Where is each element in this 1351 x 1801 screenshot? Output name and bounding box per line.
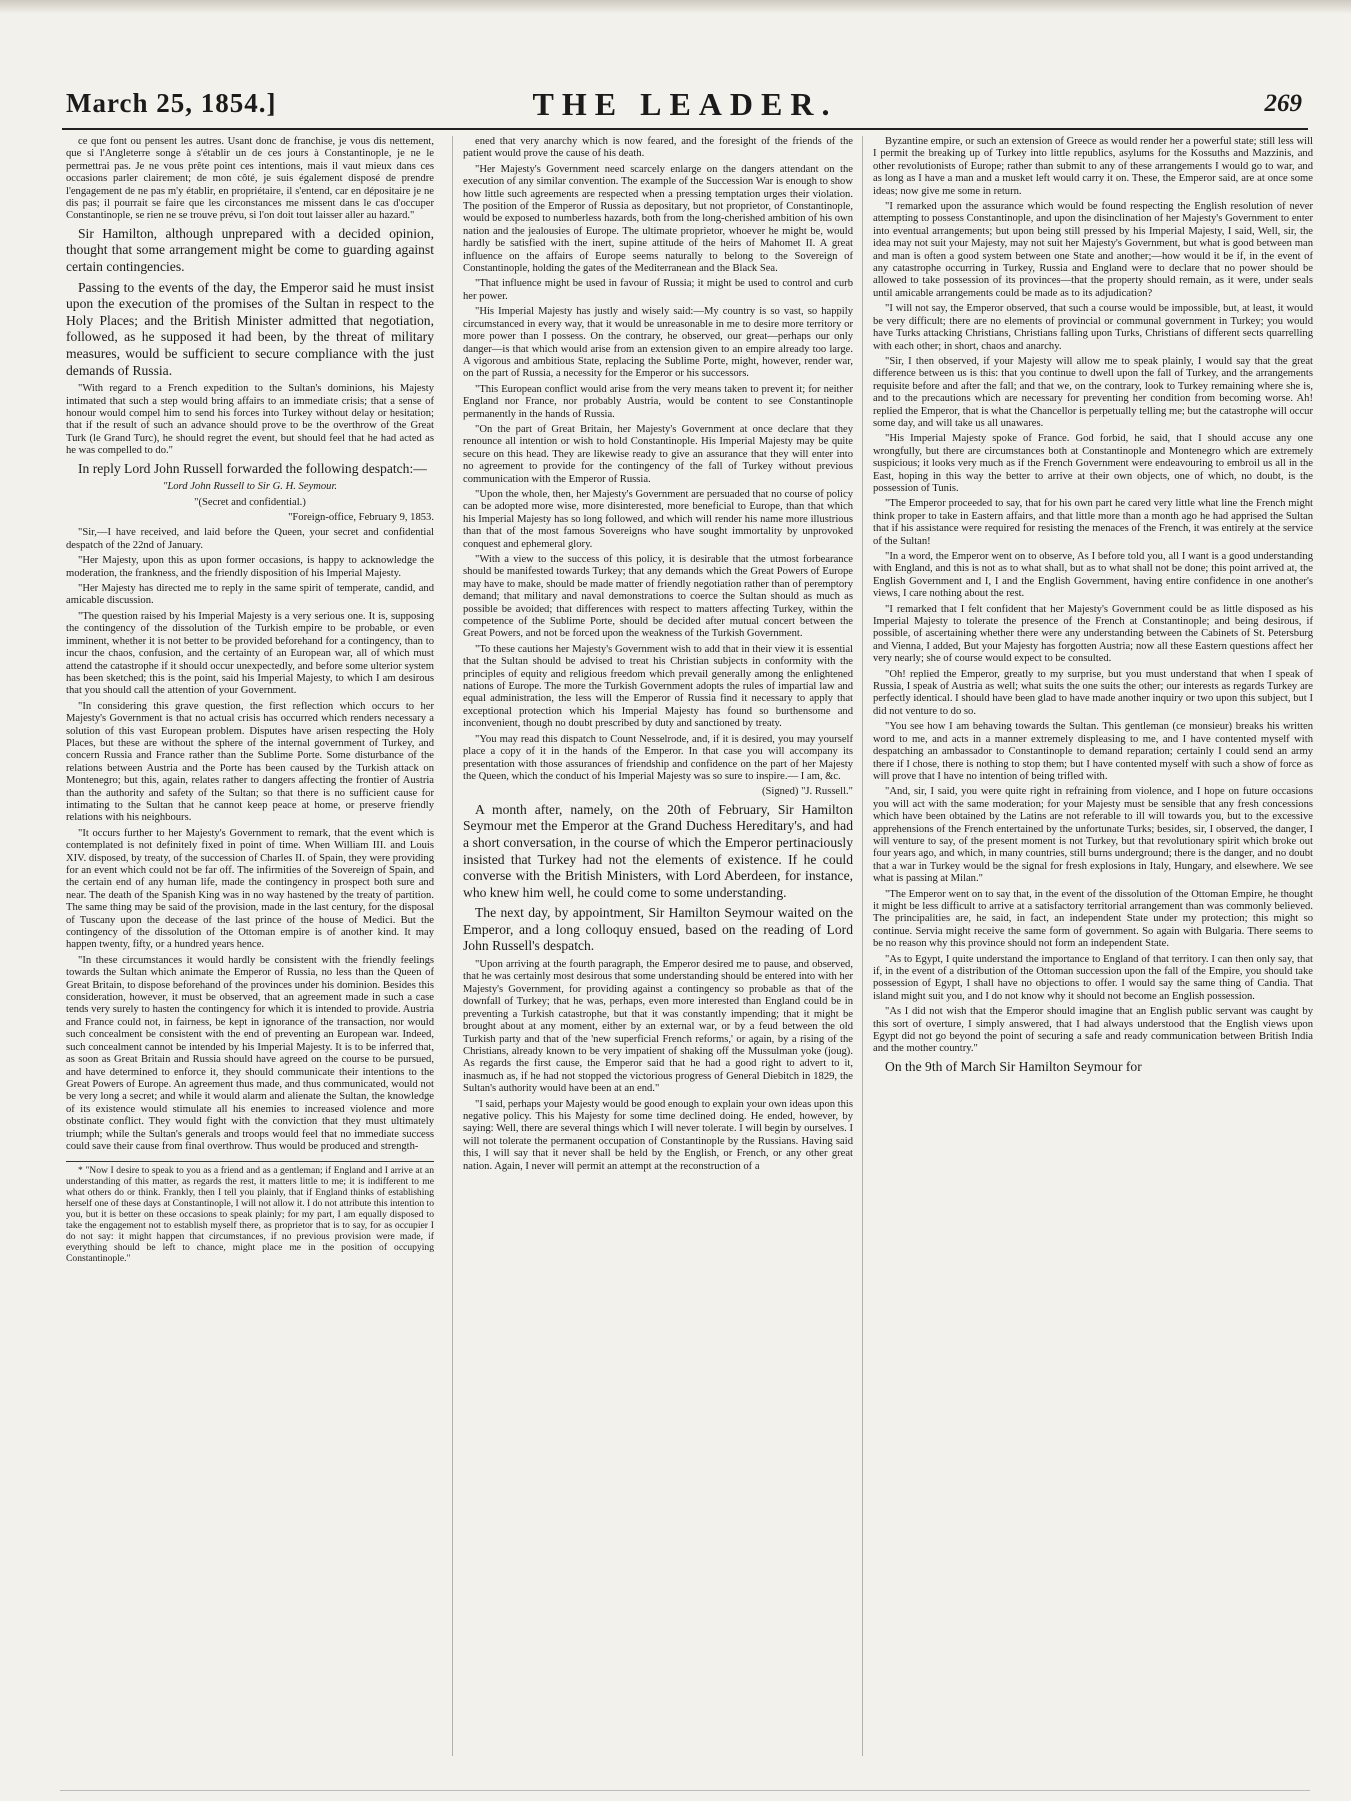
despatch-dateline: "Foreign-office, February 9, 1853.: [288, 512, 434, 524]
paragraph: "To these cautions her Majesty's Government wish to add that in their view it is essential that the Sultan should be advised to treat his Christian subjects in conformity with the principles of equity and religious freedom which prevail generally among the enlightened nations of Europe. The more the Turkish Government adopts the rules of impartial law and equal administration, the less will the Emperor of Russia find it necessary to apply that exceptional protection which his Imperial Majesty has found so burthensome and inconvenient, though no doubt prescribed by duty and sanctioned by treaty.: [463, 643, 853, 730]
paragraph: "His Imperial Majesty spoke of France. God forbid, he said, that I should accuse any one wrongfully, but there are circumstances both at Constantinople and Montenegro which are extremely suspicious; it looks very much as if the French Government were endeavouring to embroil us all in the East, hoping in this way the better to arrive at their own objects, one of which, no doubt, is the possession of Tunis.: [873, 433, 1313, 494]
paragraph: Sir Hamilton, although unprepared with a decided opinion, thought that some arrangement might be come to guarding against certain contingencies.: [66, 225, 434, 275]
paragraph: "The question raised by his Imperial Majesty is a very serious one. It is, supposing the contingency of the dissolution of the Turkish empire to be probable, or even imminent, whether it is not better to be provided beforehand for a contingency, than to incur the chaos, confusion, and the certainty of an European war, all of which must attend the catastrophe if it should occur unexpectedly, and before some ulterior system has been sketched; this is the point, said his Imperial Majesty, to which I am desirous that you should call the attention of your Government.: [66, 610, 434, 697]
paragraph: "As to Egypt, I quite understand the importance to England of that territory. I can then only say, that if, in the event of a distribution of the Ottoman succession upon the fall of the Empire, you should take possession of Egypt, I shall have no objections to offer. I would say the same thing of Candia. That island might suit you, and I do not know why it should not become an English possession.: [873, 953, 1313, 1002]
paragraph: "In considering this grave question, the first reflection which occurs to her Majesty's Government is that no actual crisis has occurred which renders necessary a solution of this vast European problem. Disputes have arisen respecting the Holy Places, but these are without the sphere of the internal government of Turkey, and concern Russia and France rather than the Sublime Porte. Some disturbance of the relations between Austria and the Porte has been caused by the Turkish attack on Montenegro; but this, again, relates rather to dangers affecting the frontier of Austria than the authority and safety of the Sultan; so that there is no sufficient cause for intimating to the Sultan that he cannot keep peace at home, or preserve friendly relations with his neighbours.: [66, 700, 434, 824]
paragraph: "Sir,—I have received, and laid before the Queen, your secret and confidential despatch of the 22nd of January.: [66, 527, 434, 551]
paragraph: In reply Lord John Russell forwarded the following despatch:—: [78, 460, 427, 476]
paragraph: "Her Majesty, upon this as upon former occasions, is happy to acknowledge the moderation, the frankness, and the friendly disposition of his Imperial Majesty.: [66, 555, 434, 579]
paragraph: "The Emperor went on to say that, in the event of the dissolution of the Ottoman Empire, he thought it might be less difficult to arrive at a satisfactory territorial arrangement than was commonly believed. The principalities are, he said, in fact, an independent State under my protection; this might so continue. Servia might receive the same form of government. So again with Bulgaria. There seems to be no reason why this province should not form an independent State.: [873, 888, 1313, 950]
despatch-heading: "Lord John Russell to Sir G. H. Seymour.: [162, 481, 338, 493]
paragraph: "You may read this dispatch to Count Nesselrode, and, if it is desired, you may yourself place a copy of it in the hands of the Emperor. In that case you will accompany its presentation with those assurances of friendship and confidence on the part of her Majesty the Queen, which the conduct of his Imperial Majesty was so sure to inspire.— I am, &c.: [463, 733, 853, 782]
paragraph: "And, sir, I said, you were quite right in refraining from violence, and I hope on future occasions you will act with the same moderation; for your Majesty must be sensible that any fresh concessions which have been obtained by the Latins are not referable to ill will towards you, but to the excessive apprehensions of the French entertained by the unfortunate Turks; besides, sir, I observed, the danger, I will venture to say, of the present moment is not Turkey, but that revolutionary spirit which broke out four years ago, and which, in many countries, still burns underground; there is the danger, and no doubt that a war in Turkey would be the signal for fresh explosions in Italy, Hungary, and elsewhere. We see what is passing at Milan.": [873, 786, 1313, 885]
paragraph: The next day, by appointment, Sir Hamilton Seymour waited on the Emperor, and a long colloquy ensued, based on the reading of Lord John Russell's despatch.: [463, 905, 853, 954]
paragraph: "Upon the whole, then, her Majesty's Government are persuaded that no course of policy can be adopted more wise, more disinterested, more beneficial to Europe, than that which his Imperial Majesty has so long followed, and which will render his name more illustrious than that of the most famous Sovereigns who have sought immortality by unprovoked conquest and ephemeral glory.: [463, 488, 853, 550]
masthead: [62, 82, 1308, 130]
paragraph: "With regard to a French expedition to the Sultan's dominions, his Majesty intimated that such a step would bring affairs to an immediate crisis; that a sense of honour would compel him to send his forces into Turkey without delay or hesitation; that if the result of such an advance should prove to be the overthrow of the Great Turk (le Grand Turc), he should regret the event, but should feel that he had acted as he was compelled to do.": [66, 383, 434, 457]
paragraph: "Oh! replied the Emperor, greatly to my surprise, but you must understand that when I speak of Russia, I speak of Austria as well; what suits the one suits the other; our interests as regards Turkey are perfectly identical. I should have been glad to have made another inquiry or two upon this subject, but I did not venture to do so.: [873, 668, 1313, 717]
paragraph: A month after, namely, on the 20th of February, Sir Hamilton Seymour met the Emperor at the Grand Duchess Hereditary's, and had a short conversation, in the course of which the Emperor pertinaciously insisted that Turkey had not the elements of existence. If he could converse with the British Ministers, with Lord Aberdeen, for instance, who knew him well, he could come to some understanding.: [463, 801, 853, 900]
column-2: [452, 136, 853, 1756]
paragraph: "With a view to the success of this policy, it is desirable that the utmost forbearance should be manifested towards Turkey; that any demands which the Great Powers of Europe may have to make, should be made matter of friendly negotiation rather than of peremptory demand; that military and naval demonstrations to coerce the Sultan should as much as possible be avoided; that differences with respect to matters affecting Turkey, within the competence of the Sublime Porte, should be decided after mutual concert between the Great Powers, and not be forced upon the weakness of the Turkish Government.: [463, 554, 853, 640]
despatch-subheading: "(Secret and confidential.): [194, 496, 306, 508]
scan-edge: [0, 0, 1351, 14]
paragraph: "His Imperial Majesty has justly and wisely said:—My country is so vast, so happily circumstanced in every way, that it would be unreasonable in me to desire more territory or more power than I possess. On the contrary, he observed, our great—perhaps our only danger—is that which would arise from an extension given to an empire already too large. A vigorous and ambitious State, replacing the Sublime Porte, might, however, render war, on the part of Russia, a necessity for the Emperor or his successors.: [463, 306, 853, 380]
paragraph: Byzantine empire, or such an extension of Greece as would render her a powerful state; still less will I permit the breaking up of Turkey into little republics, asylums for the Kossuths and Mazzinis, and other revolutionists of Europe; rather than submit to any of these arrangements I would go to war, and as long as I have a man and a musket left would carry it on. These, the Emperor said, are at once some ideas; now give me some in return.: [873, 136, 1313, 197]
paragraph: "As I did not wish that the Emperor should imagine that an English public servant was caught by this sort of overture, I simply answered, that I had always understood that the English views upon Egypt did not go beyond the point of securing a safe and ready communication between British India and the mother country.": [873, 1006, 1313, 1055]
paragraph: Passing to the events of the day, the Emperor said he must insist upon the execution of the promises of the Sultan in respect to the Holy Places; and the British Minister admitted that negotiation, followed, as he supposed it had been, by the threat of military measures, would be sufficient to secure compliance with the just demands of Russia.: [66, 279, 434, 378]
column-3: [862, 136, 1313, 1756]
paragraph: "I will not say, the Emperor observed, that such a course would be impossible, but, at least, it would be very difficult; there are no elements of provincial or communal government in Turkey; you would have Turks attacking Christians, Christians falling upon Turks, Christians of different sects quarrelling with each other; in short, chaos and anarchy.: [873, 303, 1313, 352]
footnote: * "Now I desire to speak to you as a friend and as a gentleman; if England and I arrive at an understanding of this matter, as regards the rest, it matters little to me; it is indifferent to me what others do or think. Frankly, then I tell you plainly, that if England thinks of establishing herself one of these days at Constantinople, I will not allow it. I do not attribute this intention to you, but it is better on these occasions to speak plainly; for my part, I am equally disposed to take the engagement not to establish myself there, as proprietor that is to say, for as occupier I do not say: it might happen that circumstances, if no previous provision were made, if everything should be left to chance, might place me in the position of occupying Constantinople.": [66, 1161, 434, 1264]
paragraph: "That influence might be used in favour of Russia; it might be used to control and curb her power.: [463, 278, 853, 302]
paragraph: "In these circumstances it would hardly be consistent with the friendly feelings towards the Sultan which animate the Emperor of Russia, no less than the Queen of Great Britain, to dispose beforehand of the provinces under his dominion. Besides this consideration, however, it must be observed, that an agreement made in such a case tends very surely to hasten the contingency for which it is intended to provide. Austria and France could not, in fairness, be kept in ignorance of the transaction, nor would such concealment be consistent with the end of preventing an European war. Indeed, such concealment cannot be intended by his Imperial Majesty. It is to be inferred that, as soon as Great Britain and Russia should have agreed on the course to be pursued, and have determined to enforce it, they should communicate their intentions to the Great Powers of Europe. An agreement thus made, and thus communicated, would not be very long a secret; and while it would alarm and alienate the Sultan, the knowledge of its existence would stimulate all his enemies to increased violence and more obstinate conflict. They would fight with the conviction that they must ultimately triumph; while the Sultan's generals and troops would feel that no immediate success could save their cause from final overthrow. Thus would be produced and strength-: [66, 954, 434, 1152]
paragraph: "Sir, I then observed, if your Majesty will allow me to speak plainly, I would say that the great difference between us is this: that you continue to dwell upon the fall of Turkey, and the arrangements requisite before and after the fall; and that we, on the contrary, look to Turkey remaining where she is, and to the precautions which are necessary for preventing her condition from becoming worse. Ah! replied the Emperor, that is what the Chancellor is perpetually telling me; but the catastrophe will occur some day, and will take us all unawares.: [873, 355, 1313, 429]
page-number: 269: [1264, 90, 1302, 117]
paragraph: "This European conflict would arise from the very means taken to prevent it; for neither England nor France, nor probably Austria, would be content to see Constantinople permanently in the hands of Russia.: [463, 383, 853, 420]
paragraph: "On the part of Great Britain, her Majesty's Government at once declare that they renounce all intention or wish to hold Constantinople. His Imperial Majesty may be quite secure on this head. They are likewise ready to give an assurance that they will enter into no agreement to provide for the contingency of the fall of Turkey without previous communication with the Emperor of Russia.: [463, 423, 853, 485]
column-1: [66, 136, 434, 1756]
paragraph: "You see how I am behaving towards the Sultan. This gentleman (ce monsieur) breaks his written word to me, and acts in a manner extremely displeasing to me, and I have contented myself with despatching an ambassador to Constantinople to demand reparation; certainly I could send an army there if I chose, there is nothing to stop them; but I have contented myself with such a show of force as will prove that I have no intention of being trifled with.: [873, 721, 1313, 782]
paragraph: "I remarked upon the assurance which would be found respecting the English resolution of never attempting to possess Constantinople, and upon the disinclination of her Majesty's Government to enter into eventual arrangements; but upon being still pressed by his Imperial Majesty, I said, Well, sir, the idea may not suit your Majesty, may not suit her Majesty's Government, but what is good between man and man is often a good system between one State and another;—how would it be if, in the event of any catastrophe occurring in Turkey, Russia and England were to declare that no power should be allowed to take possession of its provinces—that the property should remain, as it were, under seals until amicable arrangements could be made as to its adjudication?: [873, 201, 1313, 299]
paragraph: "The Emperor proceeded to say, that for his own part he cared very little what line the French might think proper to take in Eastern affairs, and that little more than a month ago he had apprised the Sultan that if his assistance were required for resisting the menaces of the French, it was entirely at the service of the Sultan!: [873, 498, 1313, 547]
paragraph: "In a word, the Emperor went on to observe, As I before told you, all I want is a good understanding with England, and this is not as to what shall, but as to what shall not be done; this point arrived at, the English Government and I, I and the English Government, having entire confidence in one another's views, I care nothing about the rest.: [873, 551, 1313, 600]
issue-date: March 25, 1854.]: [66, 88, 277, 118]
newspaper-title: THE LEADER.: [532, 86, 838, 122]
paragraph: ened that very anarchy which is now feared, and the foresight of the friends of the patient would prove the cause of his death.: [463, 136, 853, 160]
signature: (Signed) "J. Russell.": [761, 786, 853, 798]
paragraph: On the 9th of March Sir Hamilton Seymour for: [885, 1058, 1142, 1074]
paragraph: "I remarked that I felt confident that her Majesty's Government could be as little disposed as his Imperial Majesty to tolerate the presence of the French at Constantinople; and being desirous, if possible, of ascertaining whether there were any understanding between the Cabinets of St. Petersburg and Vienna, I added, But your Majesty has forgotten Austria; now all these Eastern questions affect her very nearly; she of course would expect to be consulted.: [873, 603, 1313, 665]
paragraph: "Her Majesty's Government need scarcely enlarge on the dangers attendant on the execution of any similar convention. The example of the Succession War is enough to show how little such agreements are respected when a pressing temptation urges their violation. The position of the Emperor of Russia as depositary, but not proprietor, of Constantinople, would be exposed to numberless hazards, both from the long-cherished ambition of his own nation and the jealousies of Europe. The ultimate proprietor, whoever he might be, would hardly be satisfied with the inert, supine attitude of the heirs of Mahomet II. A great influence on the affairs of Europe seems naturally to belong to the Sovereign of Constantinople, holding the gates of the Mediterranean and the Black Sea.: [463, 163, 853, 275]
paragraph: "Her Majesty has directed me to reply in the same spirit of temperate, candid, and amicable discussion.: [66, 583, 434, 607]
bottom-rule: [60, 1790, 1310, 1791]
paragraph: "Upon arriving at the fourth paragraph, the Emperor desired me to pause, and observed, that he was certainly most desirous that some understanding should be entered into with her Majesty's Government, for providing against a contingency so probable as that of the downfall of Turkey; that he was, perhaps, even more interested than England could be in preventing a Turkish catastrophe, but that it was constantly impending; that it might be brought about at any moment, either by an external war, or by a feud between the old Turkish party and that of the 'new superficial French reforms,' or again, by a rising of the Christians, already known to be very impatient of shaking off the Mussulman yoke (joug). As regards the first cause, the Emperor said that he had a good right to advert to it, inasmuch as, if he had not stopped the victorious progress of General Diebitch in 1829, the Sultan's authority would have been at an end.": [463, 959, 853, 1095]
paragraph: ce que font ou pensent les autres. Usant donc de franchise, je vous dis nettement, que si l'Angleterre songe à s'établir un de ces jours à Constantinople, je ne le permettrai pas. Je ne vous prête point ces intentions, mais il vaut mieux dans ces occasions parler clairement; de mon côté, je suis également disposé de prendre l'engagement de ne pas m'y établir, en propriétaire, il s'entend, car en dépositaire je ne dis pas; il pourrait se faire que les circonstances me missent dans le cas d'occuper Constantinople, se rien ne se trouve prévu, si l'on doit tout laisser aller au hazard.": [66, 136, 434, 222]
paragraph: "I said, perhaps your Majesty would be good enough to explain your own ideas upon this negative policy. This his Majesty for some time declined doing. He ended, however, by saying: Well, there are several things which I will never tolerate. I will begin by ourselves. I will not tolerate the permanent occupation of Constantinople by the Russians. Having said this, I will say that it never shall be held by the English, or French, or any other great nation. Again, I never will permit an attempt at the reconstruction of a: [463, 1098, 853, 1172]
paragraph: "It occurs further to her Majesty's Government to remark, that the event which is contemplated is not definitely fixed in point of time. When William III. and Louis XIV. disposed, by treaty, of the succession of Charles II. of Spain, they were providing for an event which could not be far off. The infirmities of the Sovereign of Spain, and the certain end of any human life, made the contingency in prospect both sure and near. The death of the Spanish King was in no way hastened by the treaty of partition. The same thing may be said of the provision, made in the last century, for the disposal of Tuscany upon the decease of the last prince of the house of Medici. But the contingency of the dissolution of the Ottoman empire is of another kind. It may happen twenty, fifty, or a hundred years hence.: [66, 827, 434, 951]
